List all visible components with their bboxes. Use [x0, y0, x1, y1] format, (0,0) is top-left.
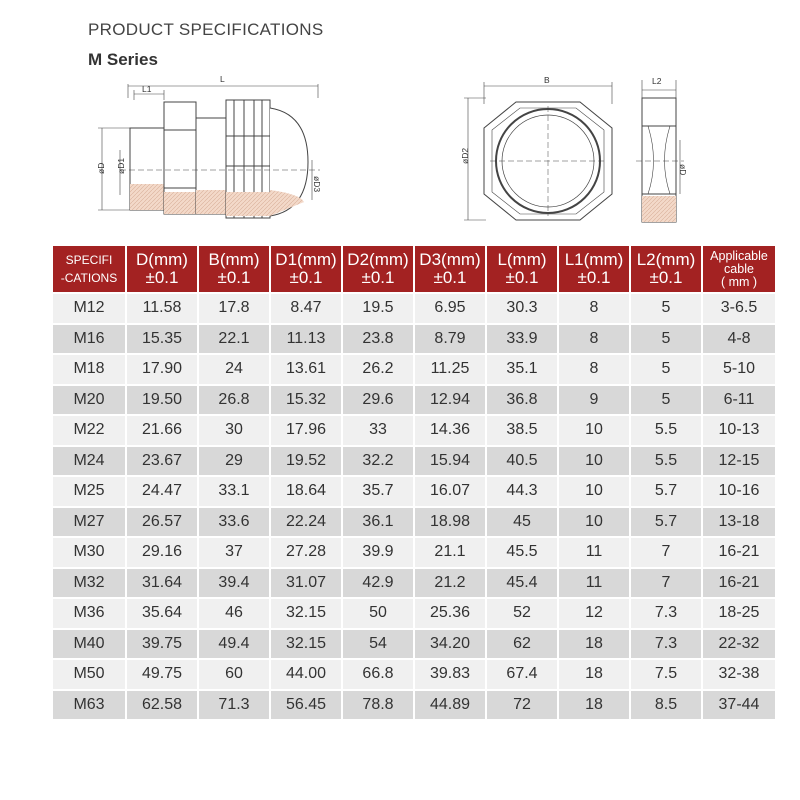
table-cell: 8	[559, 325, 629, 354]
technical-drawing-svg	[0, 70, 800, 230]
table-cell: 11.58	[127, 294, 197, 323]
table-cell: 35.64	[127, 599, 197, 628]
table-cell: 39.75	[127, 630, 197, 659]
dim-label-L: L	[220, 74, 225, 84]
spec-size-cell: M32	[53, 569, 125, 598]
table-cell: 32.15	[271, 599, 341, 628]
dim-label-D1: øD1	[116, 157, 126, 174]
table-cell: 22-32	[703, 630, 775, 659]
table-cell: 12-15	[703, 447, 775, 476]
table-cell: 38.5	[487, 416, 557, 445]
table-cell: 21.66	[127, 416, 197, 445]
column-header	[199, 246, 269, 292]
table-cell: 5.7	[631, 508, 701, 537]
column-header-line: ±0.1	[577, 268, 611, 287]
table-cell: 8.5	[631, 691, 701, 720]
spec-size-cell: M30	[53, 538, 125, 567]
table-cell: 11	[559, 569, 629, 598]
column-header-line: D1(mm)	[275, 250, 337, 269]
specifications-table	[51, 244, 777, 721]
table-cell: 54	[343, 630, 413, 659]
spec-size-cell: M25	[53, 477, 125, 506]
table-cell: 24	[199, 355, 269, 384]
table-cell: 39.4	[199, 569, 269, 598]
table-cell: 5.7	[631, 477, 701, 506]
table-cell: 6.95	[415, 294, 485, 323]
column-header-line: ±0.1	[145, 268, 179, 287]
table-cell: 7.3	[631, 630, 701, 659]
table-row	[53, 508, 775, 537]
table-cell: 78.8	[343, 691, 413, 720]
table-cell: 60	[199, 660, 269, 689]
dim-label-L2: L2	[652, 76, 662, 86]
spec-size-cell: M40	[53, 630, 125, 659]
column-header-line: ±0.1	[217, 268, 251, 287]
table-cell: 15.94	[415, 447, 485, 476]
table-cell: 12	[559, 599, 629, 628]
table-cell: 9	[559, 386, 629, 415]
table-cell: 30.3	[487, 294, 557, 323]
table-cell: 26.57	[127, 508, 197, 537]
table-cell: 19.5	[343, 294, 413, 323]
spec-size-cell: M20	[53, 386, 125, 415]
table-cell: 45	[487, 508, 557, 537]
table-cell: 16-21	[703, 538, 775, 567]
table-cell: 7	[631, 569, 701, 598]
table-cell: 50	[343, 599, 413, 628]
table-cell: 10-13	[703, 416, 775, 445]
table-row	[53, 355, 775, 384]
table-row	[53, 538, 775, 567]
table-cell: 30	[199, 416, 269, 445]
table-cell: 16-21	[703, 569, 775, 598]
table-cell: 10	[559, 447, 629, 476]
table-cell: 19.50	[127, 386, 197, 415]
table-cell: 7	[631, 538, 701, 567]
table-cell: 11.25	[415, 355, 485, 384]
table-cell: 18	[559, 630, 629, 659]
table-cell: 8	[559, 355, 629, 384]
table-row	[53, 630, 775, 659]
table-cell: 18.64	[271, 477, 341, 506]
spec-size-cell: M12	[53, 294, 125, 323]
table-cell: 44.00	[271, 660, 341, 689]
column-header	[127, 246, 197, 292]
table-cell: 7.5	[631, 660, 701, 689]
table-cell: 5	[631, 325, 701, 354]
table-cell: 32.15	[271, 630, 341, 659]
table-cell: 29.6	[343, 386, 413, 415]
table-cell: 21.1	[415, 538, 485, 567]
table-cell: 46	[199, 599, 269, 628]
spec-size-cell: M36	[53, 599, 125, 628]
column-header-line: ±0.1	[361, 268, 395, 287]
table-cell: 23.8	[343, 325, 413, 354]
table-cell: 10-16	[703, 477, 775, 506]
table-cell: 5-10	[703, 355, 775, 384]
table-cell: 33.1	[199, 477, 269, 506]
table-row	[53, 599, 775, 628]
table-cell: 21.2	[415, 569, 485, 598]
dim-label-D: øD	[96, 162, 106, 174]
column-header-line: L2(mm)	[636, 250, 696, 269]
dim-label-D2: øD2	[460, 147, 470, 164]
table-cell: 18-25	[703, 599, 775, 628]
table-cell: 71.3	[199, 691, 269, 720]
table-cell: 39.9	[343, 538, 413, 567]
spec-size-cell: M63	[53, 691, 125, 720]
column-header-line: ( mm )	[720, 274, 758, 289]
column-header	[53, 246, 125, 292]
table-cell: 4-8	[703, 325, 775, 354]
column-header-line: SPECIFI	[65, 253, 113, 267]
column-header-line: L1(mm)	[564, 250, 624, 269]
table-row	[53, 447, 775, 476]
table-cell: 19.52	[271, 447, 341, 476]
table-cell: 18	[559, 691, 629, 720]
column-header-line: D2(mm)	[347, 250, 409, 269]
column-header-line: D(mm)	[136, 250, 188, 269]
dim-label-D3: øD3	[312, 176, 322, 193]
table-cell: 45.5	[487, 538, 557, 567]
table-cell: 11.13	[271, 325, 341, 354]
table-cell: 67.4	[487, 660, 557, 689]
table-cell: 35.7	[343, 477, 413, 506]
table-cell: 24.47	[127, 477, 197, 506]
table-cell: 17.96	[271, 416, 341, 445]
table-cell: 31.07	[271, 569, 341, 598]
table-cell: 26.8	[199, 386, 269, 415]
table-cell: 18.98	[415, 508, 485, 537]
table-cell: 5.5	[631, 447, 701, 476]
table-cell: 10	[559, 416, 629, 445]
table-row	[53, 660, 775, 689]
table-cell: 17.8	[199, 294, 269, 323]
table-cell: 22.24	[271, 508, 341, 537]
column-header-line: ±0.1	[289, 268, 323, 287]
technical-drawing	[0, 70, 800, 230]
table-cell: 15.32	[271, 386, 341, 415]
table-cell: 13-18	[703, 508, 775, 537]
column-header	[415, 246, 485, 292]
column-header	[703, 246, 775, 292]
table-cell: 18	[559, 660, 629, 689]
spec-size-cell: M24	[53, 447, 125, 476]
column-header	[559, 246, 629, 292]
table-cell: 11	[559, 538, 629, 567]
spec-size-cell: M50	[53, 660, 125, 689]
table-cell: 34.20	[415, 630, 485, 659]
table-cell: 33	[343, 416, 413, 445]
table-row	[53, 691, 775, 720]
table-cell: 14.36	[415, 416, 485, 445]
table-cell: 62.58	[127, 691, 197, 720]
table-cell: 8.47	[271, 294, 341, 323]
edge-view	[636, 80, 684, 222]
table-cell: 6-11	[703, 386, 775, 415]
dim-label-L1: L1	[142, 84, 152, 94]
table-cell: 29.16	[127, 538, 197, 567]
table-row	[53, 569, 775, 598]
table-cell: 26.2	[343, 355, 413, 384]
table-cell: 29	[199, 447, 269, 476]
table-cell: 49.4	[199, 630, 269, 659]
dim-label-B: B	[544, 75, 550, 85]
dim-label-D-edge: øD	[678, 164, 688, 176]
column-header	[631, 246, 701, 292]
front-view	[464, 82, 612, 220]
table-cell: 27.28	[271, 538, 341, 567]
spec-size-cell: M18	[53, 355, 125, 384]
table-cell: 37-44	[703, 691, 775, 720]
column-header-line: ±0.1	[433, 268, 467, 287]
table-cell: 35.1	[487, 355, 557, 384]
table-cell: 7.3	[631, 599, 701, 628]
table-cell: 33.9	[487, 325, 557, 354]
table-cell: 12.94	[415, 386, 485, 415]
column-header	[487, 246, 557, 292]
table-cell: 3-6.5	[703, 294, 775, 323]
table-cell: 32-38	[703, 660, 775, 689]
page-title: PRODUCT SPECIFICATIONS	[88, 20, 324, 39]
table-cell: 44.3	[487, 477, 557, 506]
column-header-line: B(mm)	[208, 250, 260, 269]
table-cell: 16.07	[415, 477, 485, 506]
table-cell: 8	[559, 294, 629, 323]
column-header	[271, 246, 341, 292]
column-header-line: ±0.1	[649, 268, 683, 287]
table-cell: 56.45	[271, 691, 341, 720]
side-view	[98, 84, 320, 218]
table-header-row	[53, 246, 775, 292]
column-header-line: D3(mm)	[419, 250, 481, 269]
table-cell: 5	[631, 386, 701, 415]
spec-size-cell: M27	[53, 508, 125, 537]
spec-size-cell: M16	[53, 325, 125, 354]
table-row	[53, 416, 775, 445]
column-header-line: cable	[724, 261, 754, 276]
table-cell: 52	[487, 599, 557, 628]
table-cell: 36.1	[343, 508, 413, 537]
table-cell: 5.5	[631, 416, 701, 445]
table-cell: 13.61	[271, 355, 341, 384]
table-cell: 39.83	[415, 660, 485, 689]
table-body	[53, 294, 775, 719]
table-cell: 32.2	[343, 447, 413, 476]
table-cell: 42.9	[343, 569, 413, 598]
table-cell: 36.8	[487, 386, 557, 415]
table-cell: 45.4	[487, 569, 557, 598]
table-row	[53, 294, 775, 323]
table-cell: 17.90	[127, 355, 197, 384]
column-header-line: L(mm)	[497, 250, 547, 269]
table-cell: 72	[487, 691, 557, 720]
page-subtitle: M Series	[88, 50, 158, 69]
table-cell: 44.89	[415, 691, 485, 720]
table-cell: 31.64	[127, 569, 197, 598]
table-cell: 5	[631, 294, 701, 323]
table-cell: 8.79	[415, 325, 485, 354]
column-header-line: ±0.1	[505, 268, 539, 287]
table-row	[53, 477, 775, 506]
table-cell: 25.36	[415, 599, 485, 628]
table-row	[53, 386, 775, 415]
column-header-line: Applicable	[710, 248, 768, 263]
table-cell: 10	[559, 508, 629, 537]
table-cell: 22.1	[199, 325, 269, 354]
table-cell: 23.67	[127, 447, 197, 476]
table-cell: 49.75	[127, 660, 197, 689]
table-cell: 37	[199, 538, 269, 567]
table-cell: 10	[559, 477, 629, 506]
table-row	[53, 325, 775, 354]
table-cell: 66.8	[343, 660, 413, 689]
table-cell: 33.6	[199, 508, 269, 537]
column-header	[343, 246, 413, 292]
table-cell: 40.5	[487, 447, 557, 476]
table-cell: 5	[631, 355, 701, 384]
spec-size-cell: M22	[53, 416, 125, 445]
table-cell: 62	[487, 630, 557, 659]
column-header-line: -CATIONS	[60, 271, 118, 285]
table-cell: 15.35	[127, 325, 197, 354]
